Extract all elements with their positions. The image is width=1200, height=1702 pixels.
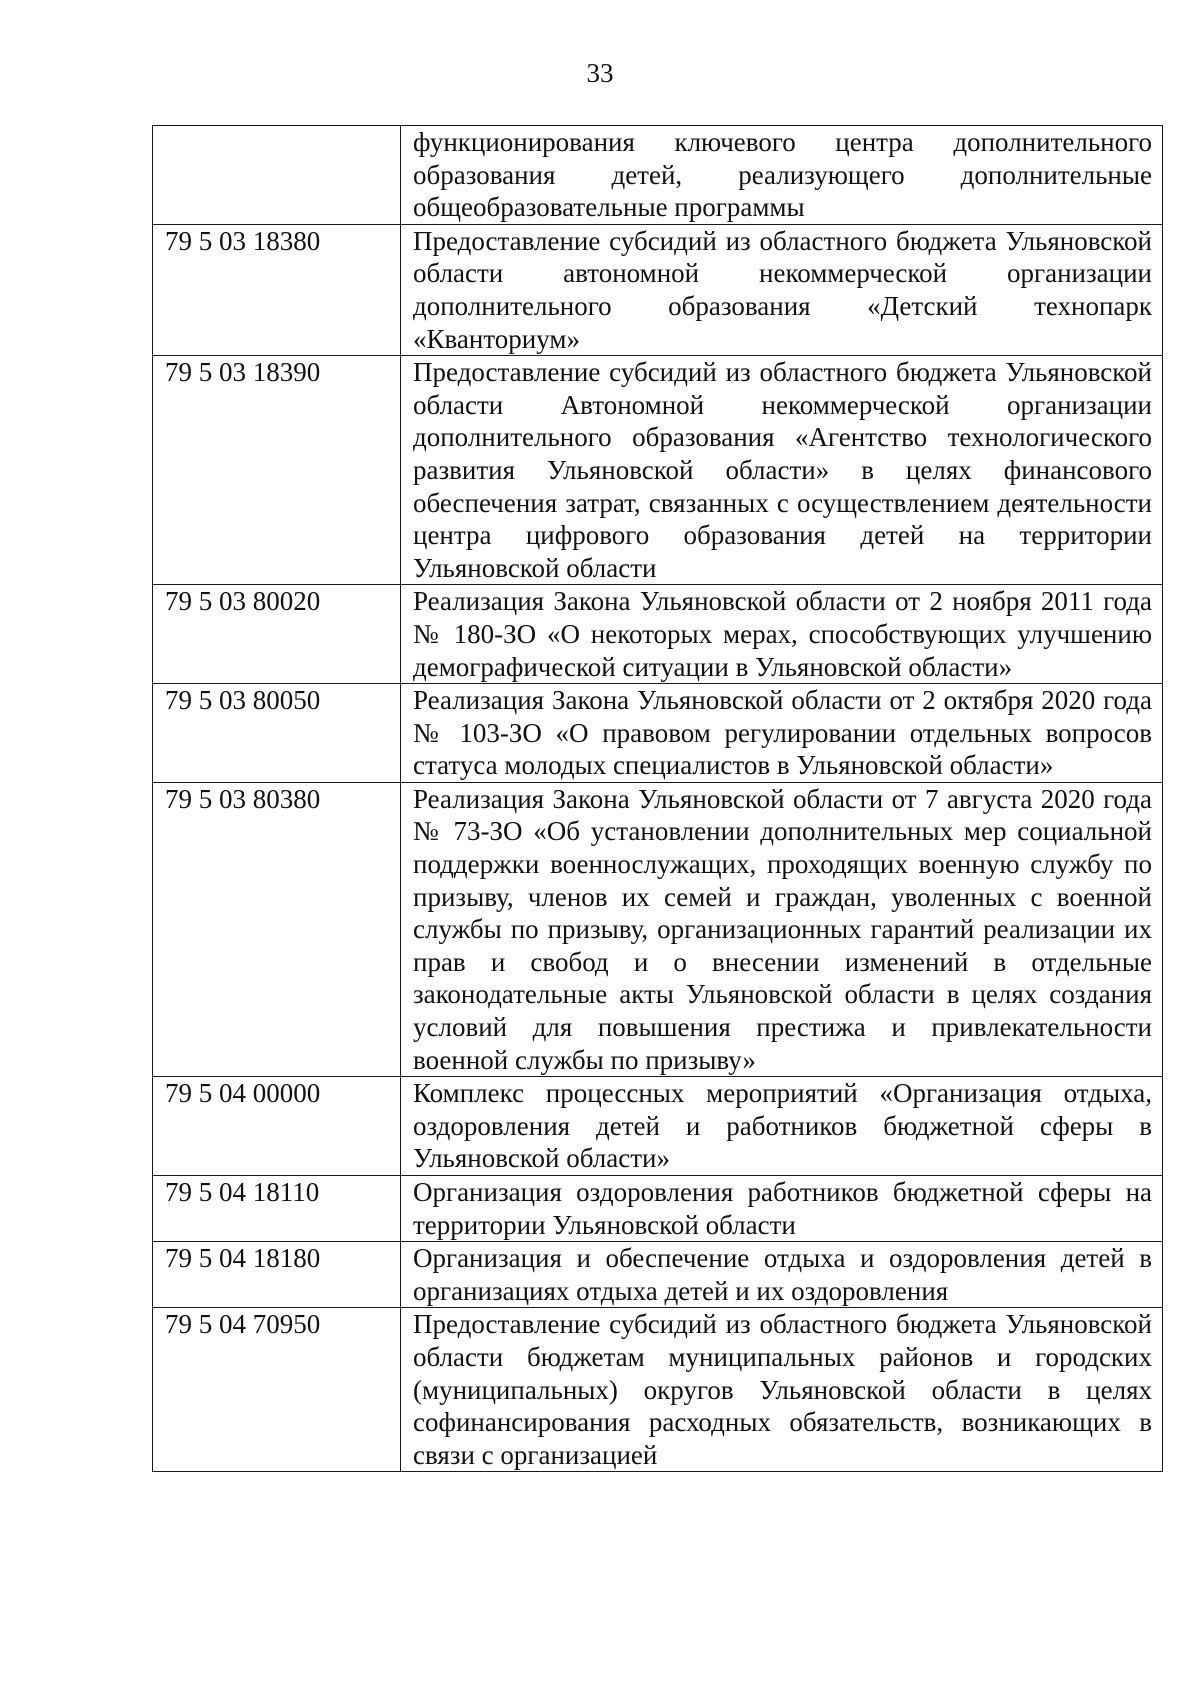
table-row xyxy=(153,1242,1163,1308)
row-description-cell: Комплекс процессных мероприятий «Организация отдыха, оздоровления детей и работников бюджетной сферы в Ульяновской области» xyxy=(401,1077,1163,1176)
row-description-cell: Предоставление субсидий из областного бюджета Ульяновской области Автономной некоммерческой организации дополнительного образования «Агентство технологического развития Ульяновской области» в целях финансового обеспечения затрат, связанных с осуществлением деятельности центра цифрового образования детей на территории Ульяновской области xyxy=(401,356,1163,585)
budget-classification-table xyxy=(152,125,1163,1472)
table-row xyxy=(153,356,1163,585)
row-code-cell: 79 5 04 18110 xyxy=(153,1176,401,1242)
row-code-cell xyxy=(153,126,401,225)
row-code-cell: 79 5 04 00000 xyxy=(153,1077,401,1176)
row-code-cell: 79 5 03 80050 xyxy=(153,684,401,783)
row-description-cell: Реализация Закона Ульяновской области от 2 ноября 2011 года № 180-ЗО «О некоторых мерах, способствующих улучшению демографической ситуации в Ульяновской области» xyxy=(401,585,1163,684)
row-code-cell: 79 5 03 80020 xyxy=(153,585,401,684)
row-description-cell: Реализация Закона Ульяновской области от 7 августа 2020 года № 73-ЗО «Об установлении дополнительных мер социальной поддержки военнослужащих, проходящих военную службу по призыву, членов их семей и граждан, уволенных с военной службы по призыву, организационных гарантий реализации их прав и свобод и о внесении изменений в отдельные законодательные акты Ульяновской области в целях создания условий для повышения престижа и привлекательности военной службы по призыву» xyxy=(401,782,1163,1076)
row-code-cell: 79 5 04 70950 xyxy=(153,1308,401,1472)
row-description-cell: функционирования ключевого центра дополнительного образования детей, реализующего дополнительные общеобразовательные программы xyxy=(401,126,1163,225)
table-row xyxy=(153,684,1163,783)
table-row xyxy=(153,1077,1163,1176)
row-code-cell: 79 5 03 80380 xyxy=(153,782,401,1076)
row-description-cell: Организация оздоровления работников бюджетной сферы на территории Ульяновской области xyxy=(401,1176,1163,1242)
table-row xyxy=(153,1308,1163,1472)
table-row xyxy=(153,1176,1163,1242)
row-description-cell: Предоставление субсидий из областного бюджета Ульяновской области автономной некоммерческой организации дополнительного образования «Детский технопарк «Кванториум» xyxy=(401,224,1163,355)
page-number: 33 xyxy=(586,58,614,88)
table-row xyxy=(153,782,1163,1076)
row-code-cell: 79 5 03 18390 xyxy=(153,356,401,585)
table-row xyxy=(153,224,1163,355)
row-description-cell: Предоставление субсидий из областного бюджета Ульяновской области бюджетам муниципальных районов и городских (муниципальных) округов Ульяновской области в целях софинансирования расходных обязательств, возникающих в связи с организацией xyxy=(401,1308,1163,1472)
row-code-cell: 79 5 03 18380 xyxy=(153,224,401,355)
table-row xyxy=(153,585,1163,684)
table-row xyxy=(153,126,1163,225)
row-description-cell: Организация и обеспечение отдыха и оздоровления детей в организациях отдыха детей и их оздоровления xyxy=(401,1242,1163,1308)
row-description-cell: Реализация Закона Ульяновской области от 2 октября 2020 года № 103-ЗО «О правовом регулировании отдельных вопросов статуса молодых специалистов в Ульяновской области» xyxy=(401,684,1163,783)
row-code-cell: 79 5 04 18180 xyxy=(153,1242,401,1308)
